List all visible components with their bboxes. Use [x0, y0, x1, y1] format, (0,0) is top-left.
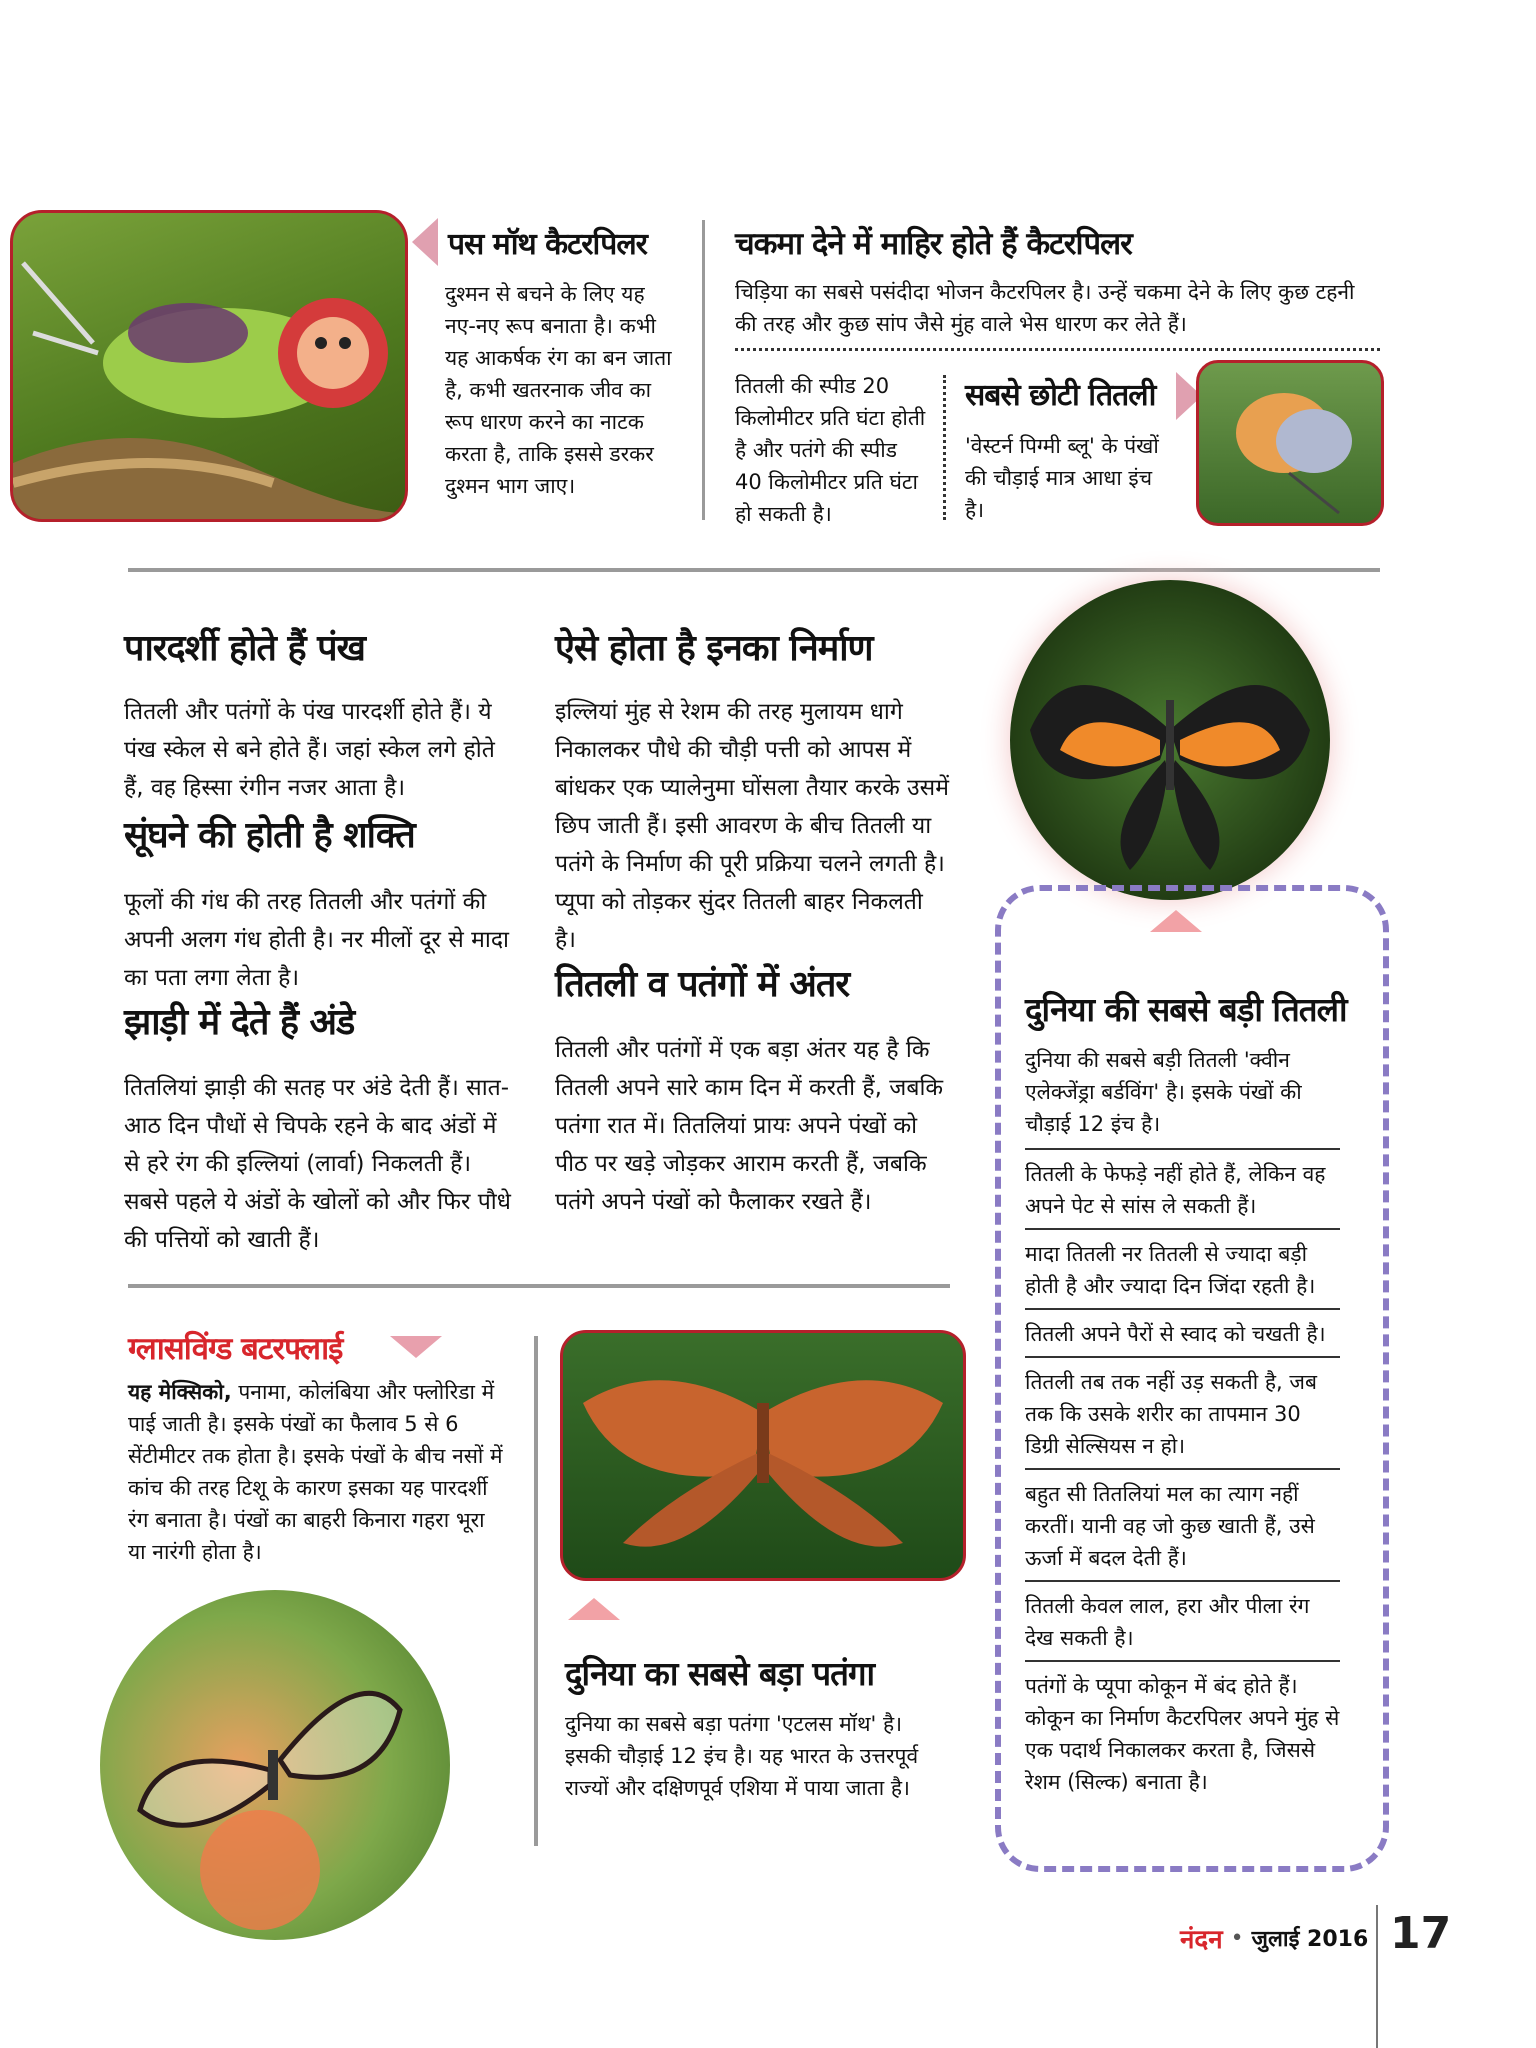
- formation-text: इल्लियां मुंह से रेशम की तरह मुलायम धागे निकालकर पौधे की चौड़ी पत्ती को आपस में बांधकर एक प्यालेनुमा घोंसला तैयार करके उसमें छिप जाती हैं। इसी आवरण के बीच तितली या पतंगे के निर्माण की पूरी प्रक्रिया चलने लगती है। प्यूपा को तोड़कर सुंदर तितली बाहर निकलती है।: [555, 699, 949, 953]
- glasswing-text-bold: यह मेक्सिको,: [128, 1380, 232, 1404]
- atlas-moth-photo: [560, 1330, 966, 1581]
- footer: [1180, 1918, 1368, 1958]
- fact-item: तितली के फेफड़े नहीं होते हैं, लेकिन वह अपने पेट से सांस ले सकती हैं।: [1025, 1150, 1340, 1230]
- fact-item: मादा तितली नर तितली से ज्यादा बड़ी होती है और ज्यादा दिन जिंदा रहती है।: [1025, 1230, 1340, 1310]
- pointer-up-icon: [568, 1598, 620, 1620]
- vertical-divider: [702, 220, 705, 520]
- vertical-divider-bottom: [534, 1336, 538, 1846]
- butterfly-circle-photo: [1010, 580, 1330, 900]
- speed-divider: [943, 375, 946, 520]
- biggest-moth-text: दुनिया का सबसे बड़ा पतंगा 'एटलस मॉथ' है। इसकी चौड़ाई 12 इंच है। यह भारत के उत्तरपूर्व राज्यों और दक्षिणपूर्व एशिया में पाया जाता है।: [565, 1712, 919, 1800]
- horizontal-divider-top: [128, 568, 1380, 572]
- eggs-text: तितलियां झाड़ी की सतह पर अंडे देती हैं। सात-आठ दिन पौधों से चिपके रहने के बाद अंडों में से हरे रंग की इल्लियां (लार्वा) निकलती हैं। सबसे पहले ये अंडों के खोलों को और फिर पौधे की पत्तियों को खाती हैं।: [124, 1075, 511, 1253]
- fact-item: तितली केवल लाल, हरा और पीला रंग देख सकती है।: [1025, 1582, 1340, 1662]
- pointer-up-icon: [1150, 910, 1202, 932]
- fact-item: बहुत सी तितलियां मल का त्याग नहीं करतीं। यानी वह जो कुछ खाती हैं, उसे ऊर्जा में बदल देती हैं।: [1025, 1470, 1340, 1582]
- issue-date: जुलाई 2016: [1251, 1927, 1369, 1952]
- difference-title: तितली व पतंगों में अंतर: [555, 964, 850, 1005]
- smell-title: सूंघने की होती है शक्ति: [124, 815, 415, 856]
- glasswing-text-rest: पनामा, कोलंबिया और फ्लोरिडा में पाई जाती है। इसके पंखों का फैलाव 5 से 6 सेंटीमीटर तक होता है। इसके पंखों के बीच नसों में कांच की तरह टिशू के कारण इसका यह पारदर्शी रंग बनाता है। पंखों का बाहरी किनारा गहरा भूरा या नारंगी होता है।: [128, 1380, 503, 1564]
- fact-item: तितली तब तक नहीं उड़ सकती है, जब तक कि उसके शरीर का तापमान 30 डिग्री सेल्सियस न हो।: [1025, 1358, 1340, 1470]
- smallest-title: सबसे छोटी तितली: [965, 378, 1156, 413]
- pointer-down-icon: [390, 1336, 442, 1358]
- fact-item: तितली अपने पैरों से स्वाद को चखती है।: [1025, 1310, 1340, 1358]
- formation-title: ऐसे होता है इनका निर्माण: [555, 628, 873, 669]
- puss-moth-title: पस मॉथ कैटरपिलर: [448, 227, 647, 262]
- pygmy-blue-photo: [1196, 360, 1384, 526]
- difference-text: तितली और पतंगों में एक बड़ा अंतर यह है कि तितली अपने सारे काम दिन में करती हैं, जबकि पतंगा रात में। तितलियां प्रायः अपने पंखों को पीठ पर खड़े जोड़कर आराम करती हैं, जबकि पतंगे अपने पंखों को फैलाकर रखते हैं।: [555, 1037, 944, 1215]
- glasswing-illustration: [100, 1590, 450, 1940]
- biggest-moth-title: दुनिया का सबसे बड़ा पतंगा: [565, 1654, 875, 1693]
- caterpillar-illustration: [13, 213, 405, 519]
- facts-list: [1025, 1148, 1340, 1804]
- transparent-title: पारदर्शी होते हैं पंख: [124, 628, 365, 669]
- speed-text: तितली की स्पीड 20 किलोमीटर प्रति घंटा होती है और पतंगे की स्पीड 40 किलोमीटर प्रति घंटा हो सकती है।: [735, 374, 926, 526]
- page-number-divider: [1376, 1905, 1378, 2048]
- biggest-butterfly-text: दुनिया की सबसे बड़ी तितली 'क्वीन एलेक्जेंड्रा बर्डविंग' है। इसके पंखों की चौड़ाई 12 इंच है।: [1025, 1048, 1302, 1136]
- smallest-text: 'वेस्टर्न पिग्मी ब्लू' के पंखों की चौड़ाई मात्र आधा इंच है।: [965, 434, 1159, 522]
- footer-bullet: •: [1230, 1925, 1244, 1951]
- magazine-name: नंदन: [1180, 1925, 1223, 1955]
- trick-title: चकमा देने में माहिर होते हैं कैटरपिलर: [735, 226, 1132, 262]
- biggest-butterfly-title: दुनिया की सबसे बड़ी तितली: [1025, 990, 1347, 1029]
- small-butterfly-illustration: [1199, 363, 1381, 523]
- page-number: 17: [1390, 1908, 1452, 1959]
- transparent-text: तितली और पतंगों के पंख पारदर्शी होते हैं। ये पंख स्केल से बने होते हैं। जहां स्केल लगे होते हैं, वह हिस्सा रंगीन नजर आता है।: [124, 699, 495, 801]
- butterfly-illustration: [1010, 580, 1330, 900]
- atlas-moth-illustration: [563, 1333, 963, 1578]
- trick-text: चिड़िया का सबसे पसंदीदा भोजन कैटरपिलर है। उन्हें चकमा देने के लिए कुछ टहनी की तरह और कुछ सांप जैसे मुंह वाले भेस धारण कर लेते हैं।: [735, 280, 1355, 336]
- glasswing-circle-photo: [100, 1590, 450, 1940]
- eggs-title: झाड़ी में देते हैं अंडे: [124, 1002, 355, 1043]
- horizontal-divider-bottom: [128, 1284, 950, 1288]
- smell-text: फूलों की गंध की तरह तितली और पतंगों की अपनी अलग गंध होती है। नर मीलों दूर से मादा का पता लगा लेता है।: [124, 889, 510, 991]
- glasswing-title: ग्लासविंग्ड बटरफ्लाई: [128, 1331, 343, 1367]
- pointer-left-icon: [412, 218, 438, 266]
- glasswing-text: [128, 1376, 503, 1568]
- caterpillar-photo: [10, 210, 408, 522]
- puss-moth-text: दुश्मन से बचने के लिए यह नए-नए रूप बनाता है। कभी यह आकर्षक रंग का बन जाता है, कभी खतरनाक जीव का रूप धारण करने का नाटक करता है, ताकि इससे डरकर दुश्मन भाग जाए।: [445, 282, 672, 498]
- dotted-divider: [735, 348, 1380, 351]
- fact-item: पतंगों के प्यूपा कोकून में बंद होते हैं। कोकून का निर्माण कैटरपिलर अपने मुंह से एक पदार्थ निकालकर करता है, जिससे रेशम (सिल्क) बनाता है।: [1025, 1674, 1340, 1794]
